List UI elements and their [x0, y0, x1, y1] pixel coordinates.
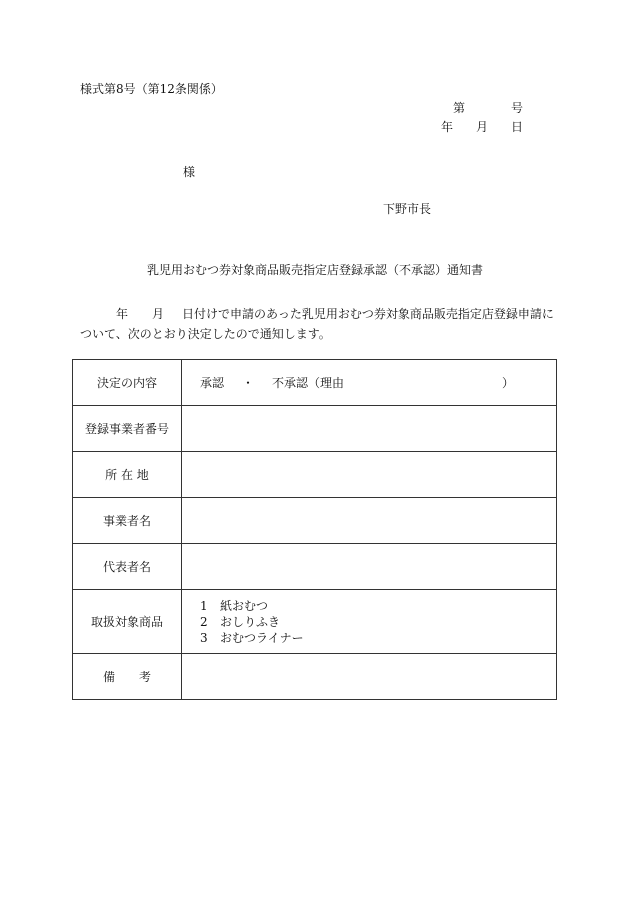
remarks-field: [182, 654, 557, 700]
business-name-field: [182, 498, 557, 544]
product-number: 2: [200, 614, 208, 629]
table-row: [73, 590, 557, 654]
list-item: [200, 630, 556, 646]
product-name: 紙おむつ: [220, 598, 269, 613]
notification-table: [72, 359, 557, 700]
label-decision: 決定の内容: [73, 360, 182, 406]
representative-field: [182, 544, 557, 590]
date-year: 年: [441, 120, 454, 134]
body-month: 月: [152, 307, 165, 321]
list-item: [200, 598, 556, 614]
decision-options: [200, 374, 556, 391]
table-row: [73, 360, 557, 406]
addressee-honorific: 様: [183, 165, 196, 179]
number-suffix: 号: [511, 101, 524, 115]
label-address: 所 在 地: [73, 452, 182, 498]
products-field: [182, 590, 557, 654]
registration-number-field: [182, 406, 557, 452]
form-number: 様式第8号（第12条関係）: [80, 82, 223, 96]
table-row: [73, 452, 557, 498]
product-name: おしりふき: [220, 614, 281, 629]
decision-close-paren: ）: [502, 376, 515, 390]
date-day: 日: [511, 120, 524, 134]
decision-reject: 不承認（理由: [272, 376, 345, 390]
date-month: 月: [476, 120, 489, 134]
product-list: [200, 598, 556, 646]
body-line-1-text: 日付けで申請のあった乳児用おむつ券対象商品販売指定店登録申請に: [182, 307, 554, 321]
table-row: [73, 654, 557, 700]
body-text: [80, 304, 560, 344]
body-line-2: ついて、次のとおり決定したので通知します。: [80, 327, 331, 341]
table-row: [73, 544, 557, 590]
list-item: [200, 614, 556, 630]
decision-separator: ・: [242, 376, 255, 390]
body-year: 年: [116, 307, 129, 321]
label-business-name: 事業者名: [73, 498, 182, 544]
decision-approve: 承認: [200, 376, 225, 390]
table-row: [73, 406, 557, 452]
label-products: 取扱対象商品: [73, 590, 182, 654]
product-name: おむつライナー: [220, 630, 304, 645]
product-number: 1: [200, 598, 208, 613]
number-prefix: 第: [453, 101, 466, 115]
issuer-name: 下野市長: [383, 202, 432, 216]
product-number: 3: [200, 630, 208, 645]
body-line-1: [80, 304, 560, 324]
address-field: [182, 452, 557, 498]
table-row: [73, 498, 557, 544]
document-title: 乳児用おむつ券対象商品販売指定店登録承認（不承認）通知書: [146, 263, 483, 277]
label-remarks: 備 考: [73, 654, 182, 700]
label-representative: 代表者名: [73, 544, 182, 590]
label-registration-number: 登録事業者番号: [73, 406, 182, 452]
decision-field: [182, 360, 557, 406]
